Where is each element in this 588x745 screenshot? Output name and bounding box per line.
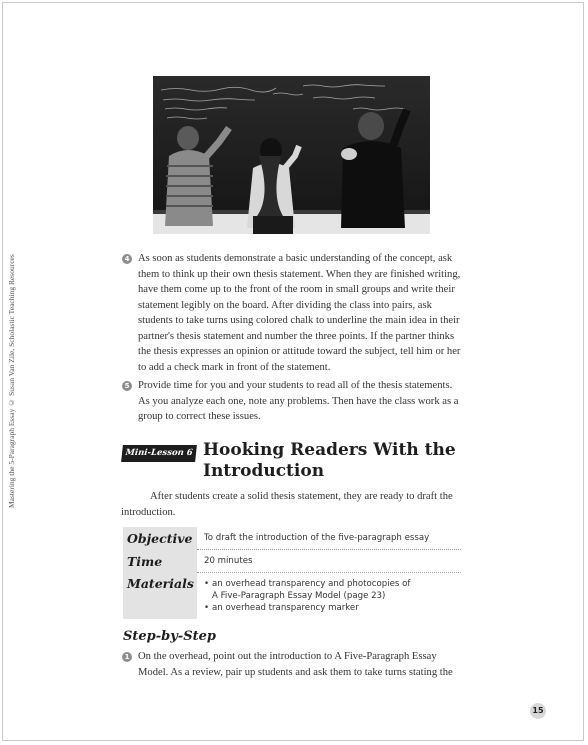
page-number: 15 (530, 703, 546, 719)
materials-item-line: an overhead transparency marker (212, 603, 359, 613)
materials-list (197, 573, 461, 619)
materials-item (204, 602, 461, 614)
step-text: Provide time for you and your students to read all of the thesis statements. As you analyze each one, note any problems. Then have the class work as a group to correct these issues. (138, 380, 459, 422)
materials-row (123, 573, 461, 619)
step-number-badge: 5 (122, 381, 132, 391)
objective-row (123, 527, 461, 550)
step-number-badge: 1 (122, 652, 132, 662)
classroom-photo (153, 76, 430, 234)
bullet-icon: • (204, 603, 210, 613)
time-row (123, 550, 461, 573)
photo-illustration (153, 76, 430, 234)
step-number-badge: 4 (122, 254, 132, 264)
steps-bottom (121, 649, 466, 680)
materials-item (204, 578, 461, 590)
mini-lesson-title: Hooking Readers With the Introduction (203, 440, 456, 481)
step-4 (121, 251, 466, 375)
objective-label: Objective (123, 527, 197, 550)
materials-label: Materials (123, 573, 197, 619)
objective-value: To draft the introduction of the five-paragraph essay (197, 527, 461, 550)
intro-paragraph: After students create a solid thesis statement, they are ready to draft the introduction. (121, 491, 453, 518)
page (2, 2, 584, 741)
step-text: On the overhead, point out the introduction to A Five-Paragraph Essay Model. As a review, pair up students and ask them to take turns stating the (138, 651, 453, 678)
time-value: 20 minutes (197, 550, 461, 573)
mini-lesson-badge: Mini-Lesson 6 (121, 445, 197, 462)
bullet-icon: • (204, 579, 210, 589)
copyright-sidebar: Mastering the 5-Paragraph Essay © Susan Van Zile, Scholastic Teaching Resources (7, 254, 16, 508)
step-by-step-heading: Step-by-Step (123, 629, 216, 644)
lesson-info-table (123, 527, 461, 619)
materials-item-continuation: A Five-Paragraph Essay Model (page 23) (212, 591, 386, 601)
time-label: Time (123, 550, 197, 573)
steps-top (121, 251, 466, 425)
step-5 (121, 378, 466, 425)
step-1 (121, 649, 466, 680)
step-text: As soon as students demonstrate a basic understanding of the concept, ask them to think up their own thesis statement. When they are finished writing, have them come up to the front of the room in small groups and write their statement legibly on the board. After dividing the class into pairs, ask students to take turns using colored chalk to underline the main idea in their partner's thesis statement and number the three points. If the partner thinks the thesis expresses an opinion or attitude toward the subject, tell him or her to add a check mark in front of the statement. (138, 253, 461, 373)
materials-item-line: an overhead transparency and photocopies of (212, 579, 411, 589)
